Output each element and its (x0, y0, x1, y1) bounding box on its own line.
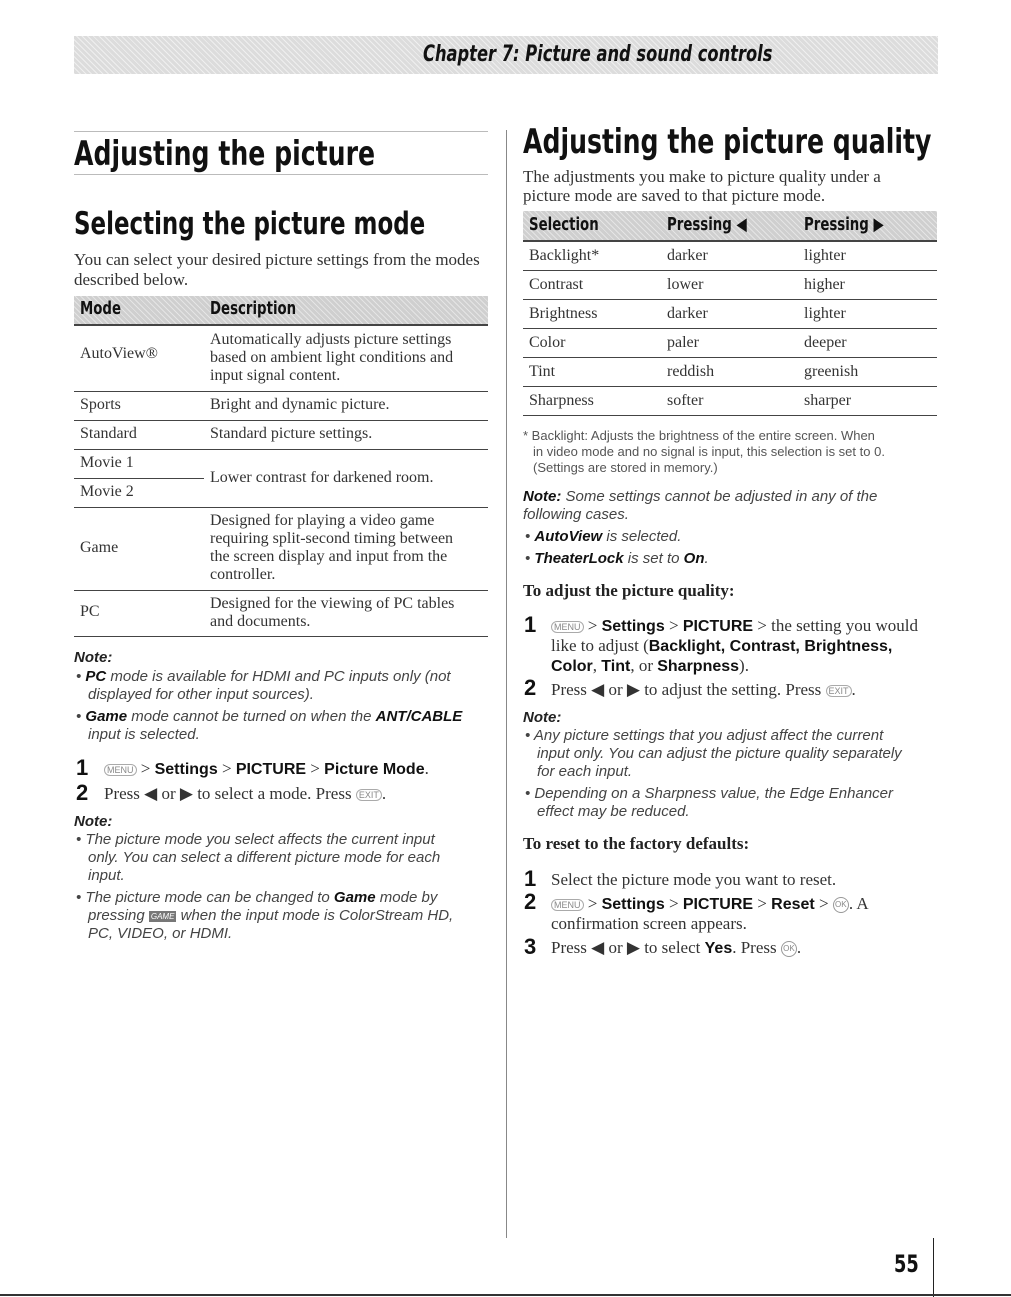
row-divider (74, 478, 204, 479)
step-number: 2 (524, 675, 537, 700)
desc-line: the screen display and input from the (210, 548, 448, 565)
note-bullet: • TheaterLock is set to On. (525, 550, 709, 567)
step-number: 2 (524, 889, 537, 914)
mode-movie-1: Movie 1 (80, 454, 134, 471)
cell: lower (667, 276, 704, 293)
note-bullet: • The picture mode you select affects the current input only. You can select a different picture mode for each input. (76, 831, 441, 884)
col-pressing-right: Pressing ▶ (804, 214, 884, 235)
row-divider (523, 270, 937, 271)
desc-line: input signal content. (210, 367, 341, 384)
mode-standard: Standard (80, 425, 137, 442)
menu-key-icon: MENU (551, 899, 584, 911)
note-bullet: • AutoView is selected. (525, 528, 682, 545)
exit-key-icon: EXIT (826, 685, 852, 697)
desc-line: Automatically adjusts picture settings (210, 331, 452, 348)
note-label: Note: (74, 649, 113, 666)
right-intro: The adjustments you make to picture quality under a picture mode are saved to that picture mode. (523, 167, 881, 205)
cell: Backlight* (529, 247, 600, 264)
desc-line: and documents. (210, 613, 311, 630)
cell: lighter (804, 305, 846, 322)
ok-key-icon: OK (781, 941, 797, 957)
menu-key-icon: MENU (551, 621, 584, 633)
step-text: Select the picture mode you want to reset. (551, 870, 837, 889)
step-number: 2 (76, 780, 89, 805)
step-text: Press ◀ or ▶ to adjust the setting. Press EXIT . (551, 680, 856, 699)
note-bullet: • Any picture settings that you adjust affect the current input only. You can adjust the picture quality separately for each input. (525, 727, 902, 780)
cell: paler (667, 334, 699, 351)
note-bullet: • Depending on a Sharpness value, the Edge Enhancer effect may be reduced. (525, 785, 894, 820)
cell: deeper (804, 334, 847, 351)
cell: Contrast (529, 276, 584, 293)
cell: lighter (804, 247, 846, 264)
note-label: Note: (523, 709, 562, 726)
game-key-icon: GAME (150, 911, 175, 921)
row-divider (74, 636, 488, 637)
mode-movie-2: Movie 2 (80, 483, 134, 500)
menu-key-icon: MENU (104, 764, 137, 776)
cell: Tint (529, 363, 556, 380)
step-number: 3 (524, 934, 537, 959)
row-divider (523, 357, 937, 358)
cell: reddish (667, 363, 715, 380)
note-label: Note: (74, 813, 113, 830)
column-divider (506, 130, 507, 1238)
cell: Brightness (529, 305, 598, 322)
desc-line: requiring split-second timing between (210, 530, 454, 547)
row-divider (74, 449, 488, 450)
cell: Sharpness (529, 392, 594, 409)
title-rule-bottom (74, 174, 488, 175)
exit-key-icon: EXIT (356, 789, 382, 801)
title-rule-top (74, 131, 488, 132)
desc-line: Designed for playing a video game (210, 512, 435, 529)
row-divider (523, 299, 937, 300)
cell: softer (667, 392, 704, 409)
footer-bottom-rule (0, 1294, 1011, 1296)
quality-table-header (523, 211, 937, 242)
cell: higher (804, 276, 845, 293)
page-title: Adjusting the picture (74, 134, 376, 174)
note-bullet: • Game mode cannot be turned on when the ANT/CABLE input is selected. (76, 708, 463, 743)
step-text: MENU > Settings > PICTURE > Picture Mode. (104, 759, 429, 779)
footer-vertical-rule (933, 1238, 934, 1297)
note: Note: Some settings cannot be adjusted in any of the following cases. (523, 488, 878, 523)
step-number: 1 (524, 866, 537, 891)
step-text: Press ◀ or ▶ to select a mode. Press EXIT . (104, 784, 387, 803)
chapter-banner (74, 36, 938, 74)
row-divider (74, 507, 488, 508)
mode-sports: Sports (80, 396, 121, 413)
desc-line: based on ambient light conditions and (210, 349, 454, 366)
page-number: 55 (894, 1250, 919, 1278)
cell: darker (667, 247, 708, 264)
mode-autoview: AutoView® (80, 345, 158, 362)
quality-table (523, 242, 937, 417)
cell: Color (529, 334, 566, 351)
step-number: 1 (524, 612, 537, 637)
desc-line: Standard picture settings. (210, 425, 373, 442)
col-description: Description (210, 298, 297, 319)
row-divider (523, 415, 937, 416)
mode-pc: PC (80, 603, 100, 620)
intro-text: You can select your desired picture settings from the modes described below. (74, 250, 480, 289)
footnote: * Backlight: Adjusts the brightness of the entire screen. When in video mode and no signal is input, this selection is set to 0. (Settings are stored in memory.) (523, 428, 885, 475)
row-divider (74, 590, 488, 591)
ok-key-icon: OK (833, 897, 849, 913)
note-bullet: • The picture mode can be changed to Game mode by pressing GAME when the input mode is ColorStream HD, PC, VIDEO, or HDMI. (76, 889, 454, 942)
mode-table (74, 326, 488, 638)
row-divider (74, 420, 488, 421)
mode-table-header (74, 296, 488, 326)
mode-game: Game (80, 539, 119, 556)
row-divider (74, 391, 488, 392)
col-pressing-left: Pressing ◀ (667, 214, 747, 235)
step-number: 1 (76, 755, 89, 780)
subsection-heading: To reset to the factory defaults: (523, 834, 750, 853)
section-title: Selecting the picture mode (74, 206, 426, 242)
row-divider (523, 328, 937, 329)
row-divider (523, 386, 937, 387)
cell: sharper (804, 392, 852, 409)
chapter-title: Chapter 7: Picture and sound controls (423, 42, 773, 67)
desc-line: Designed for the viewing of PC tables (210, 595, 455, 612)
note-bullet: • PC mode is available for HDMI and PC inputs only (not displayed for other input sources). (76, 668, 451, 703)
cell: darker (667, 305, 708, 322)
right-title: Adjusting the picture quality (523, 122, 932, 162)
desc-line: Lower contrast for darkened room. (210, 469, 434, 486)
col-mode: Mode (80, 298, 121, 319)
desc-line: controller. (210, 566, 276, 583)
step-text: Press ◀ or ▶ to select Yes. Press OK . (551, 938, 802, 957)
col-selection: Selection (529, 214, 599, 235)
subsection-heading: To adjust the picture quality: (523, 581, 735, 600)
step-text: MENU > Settings > PICTURE > the setting you would like to adjust (Backlight, Contrast, Brightness, Color, Tint, or Sharpness). (551, 616, 918, 675)
desc-line: Bright and dynamic picture. (210, 396, 390, 413)
step-text: MENU > Settings > PICTURE > Reset > OK . A confirmation screen appears. (551, 894, 869, 933)
cell: greenish (804, 363, 859, 380)
